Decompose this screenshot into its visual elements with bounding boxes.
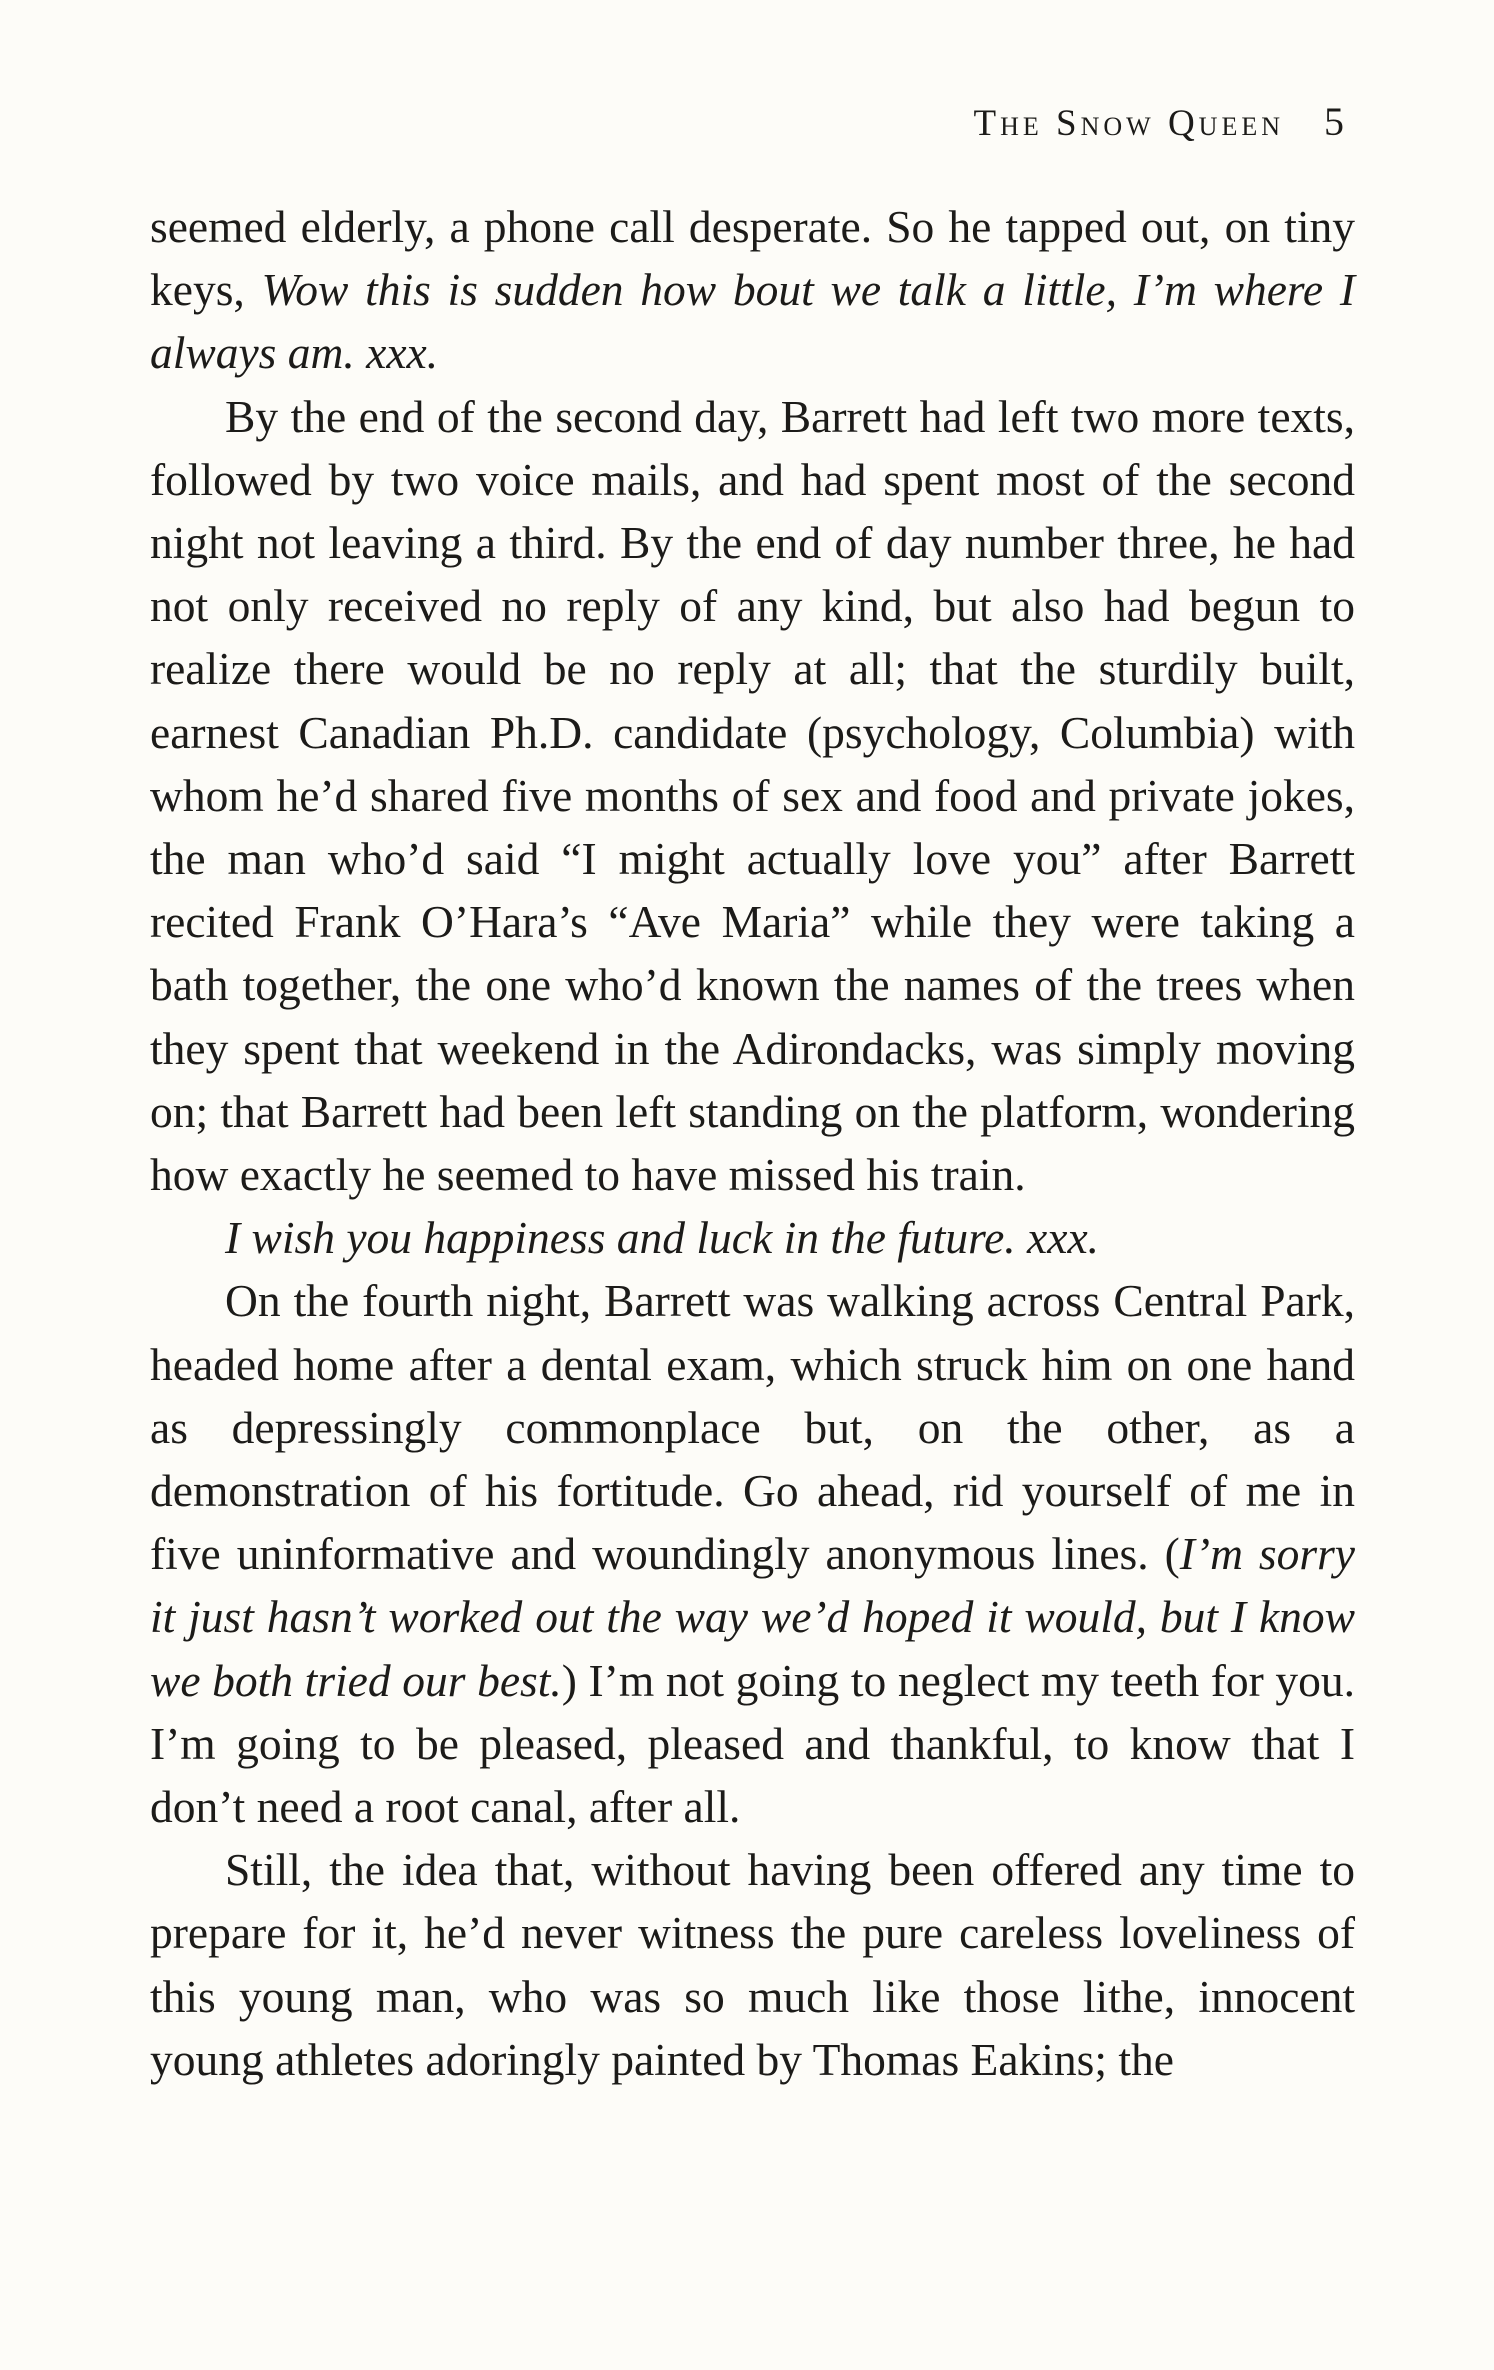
paragraph-4-text-message: I’m sorry it just hasn’t worked out the way we’d hoped it would, but I know we both tried our best.	[150, 1528, 1355, 1706]
paragraph-4-text-a: On the fourth night, Barrett was walking across Central Park, headed home after a dental exam, which struck him on one hand as depressingly commonplace but, on the other, as a demonstration of his fortitude. Go ahead, rid yourself of me in five uninformative and woundingly anonymous lines. (	[150, 1275, 1355, 1580]
paragraph-1-text: seemed elderly, a phone call desperate. So he tapped out, on tiny keys,	[150, 201, 1355, 316]
paragraph-5-text: Still, the idea that, without having been offered any time to prepare for it, he’d never witness the pure careless loveliness of this young man, who was so much like those lithe, innocent young athletes adoringly painted by Thomas Eakins; the	[150, 1844, 1355, 2085]
running-head	[974, 98, 1344, 145]
page-number: 5	[1324, 99, 1344, 144]
paragraph-2	[150, 385, 1355, 1207]
paragraph-5	[150, 1838, 1355, 2091]
paragraph-3	[150, 1206, 1355, 1269]
paragraph-4	[150, 1269, 1355, 1838]
body-text	[150, 195, 1355, 2091]
paragraph-2-text: By the end of the second day, Barrett had left two more texts, followed by two voice mails, and had spent most of the second night not leaving a third. By the end of day number three, he had not only received no reply of any kind, but also had begun to realize there would be no reply at all; that the sturdily built, earnest Canadian Ph.D. candidate (psychology, Columbia) with whom he’d shared five months of sex and food and private jokes, the man who’d said “I might actually love you” after Barrett recited Frank O’Hara’s “Ave Maria” while they were taking a bath together, the one who’d known the names of the trees when they spent that weekend in the Adirondacks, was simply moving on; that Barrett had been left standing on the platform, wondering how exactly he seemed to have missed his train.	[150, 390, 1355, 1201]
paragraph-1-text-message: Wow this is sudden how bout we talk a little, I’m where I always am. xxx.	[150, 264, 1355, 379]
paragraph-3-text-message: I wish you happiness and luck in the future. xxx.	[225, 1212, 1100, 1264]
running-head-title: The Snow Queen	[973, 103, 1284, 144]
paragraph-4-text-b: ) I’m not going to neglect my teeth for you. I’m going to be pleased, pleased and thankful, to know that I don’t need a root canal, after all.	[150, 1654, 1355, 1833]
paragraph-1	[150, 195, 1355, 385]
